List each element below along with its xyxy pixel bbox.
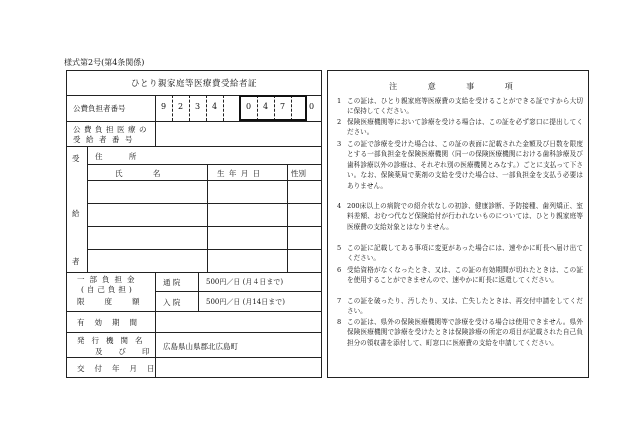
inpatient-label: 入 院 [163, 298, 181, 307]
issuer-value: 広島県山県郡北広島町 [163, 342, 238, 351]
issuer-label: 発行機関名 [77, 336, 150, 345]
note-item: 4 200床以上の病院での紹介状なしの初診、健康診断、予防接種、歯列矯正、室料差額、おむつ代など保険給付が行われないものについては、ひとり親家庭等医療費の支給対象とはなりません。 [337, 202, 583, 231]
inpatient-value: 500円／日 (月14日まで) [206, 298, 285, 306]
payer-digit: 7 [279, 102, 286, 111]
note-item: 7 この証を破ったり、汚したり、又は、亡失したときは、再交付申請をしてください。 [337, 297, 583, 316]
note-item: 2 保険医療機関等において診療を受ける場合は、この証を必ず窓口に提出してください。 [337, 118, 583, 137]
outpatient-label: 通 院 [163, 278, 181, 287]
name-header: 氏 名 [115, 169, 175, 178]
payer-digit: 9 [160, 102, 167, 111]
issuer-label-line2: 及び印 [95, 347, 166, 356]
payer-digit: 0 [308, 102, 315, 111]
recipient-side-label: 受 [72, 154, 80, 163]
payer-digit: 4 [262, 102, 269, 111]
payer-digit: 4 [211, 102, 218, 111]
note-item: 5 この証に記載してある事項に変更があった場合には、速やかに町長へ届け出てください。 [337, 244, 583, 263]
note-item: 8 この証は、県外の保険医療機関等で診療を受ける場合は使用できません。県外保険医療機関で診療を受けたときは保険診療の所定の項目が記載された自己負担分の領収書を添付して、町窓口に医療費の支給を申請してください。 [337, 318, 583, 347]
sex-header: 性別 [291, 169, 306, 178]
certificate-panel [66, 70, 322, 378]
outpatient-value: 500円／日 (月４日まで) [206, 278, 284, 286]
payer-digit: 0 [245, 102, 252, 111]
form-number-label: 様式第2号(第4条関係) [64, 58, 145, 67]
payer-number-label: 公費負担者番号 [73, 104, 126, 113]
recipient-side-label: 給 [72, 209, 80, 218]
note-item: 6 受給資格がなくなったとき、又は、この証の有効期間が切れたときは、この証を使用することができませんので、速やかに町長に返還してください。 [337, 266, 583, 285]
copay-label-line2: (自己負担) [81, 285, 135, 294]
recipient-side-label: 者 [72, 257, 80, 266]
notes-panel [327, 70, 589, 378]
issue-date-label: 交付年月日 [77, 364, 165, 373]
note-item: 3 この証で診療を受けた場合は、この証の表面に記載された金額及び日数を限度とする一部負担金を保険医療機関（同一の保険医療機関における歯科診療及び歯科診療以外の診療は、それぞれ別の医療機関とみなす。）ごとに支払って下さい。なお、保険薬局で薬剤の支給を受けた場合は、一部負担金を支払う必要はありません。 [337, 140, 583, 190]
recipient-number-label-line2: 受給者番号 [73, 135, 138, 144]
payer-digit: 2 [177, 102, 184, 111]
validity-label: 有効期間 [77, 318, 147, 327]
note-item: 1 この証は、ひとり親家庭等医療費の支給を受けることができる証ですから大切に保持してください。 [337, 97, 583, 116]
notes-title: 注 意 事 項 [389, 82, 527, 91]
copay-label-line3: 限度額 [77, 297, 160, 306]
certificate-title: ひとり親家庭等医療費受給者証 [130, 79, 257, 89]
dob-header: 生 年 月 日 [217, 169, 262, 178]
address-label: 住 所 [95, 152, 149, 161]
copay-label: 一部負担金 [77, 275, 140, 284]
payer-digit: 3 [194, 102, 201, 111]
recipient-number-label: 公費負担医療の [73, 125, 150, 134]
